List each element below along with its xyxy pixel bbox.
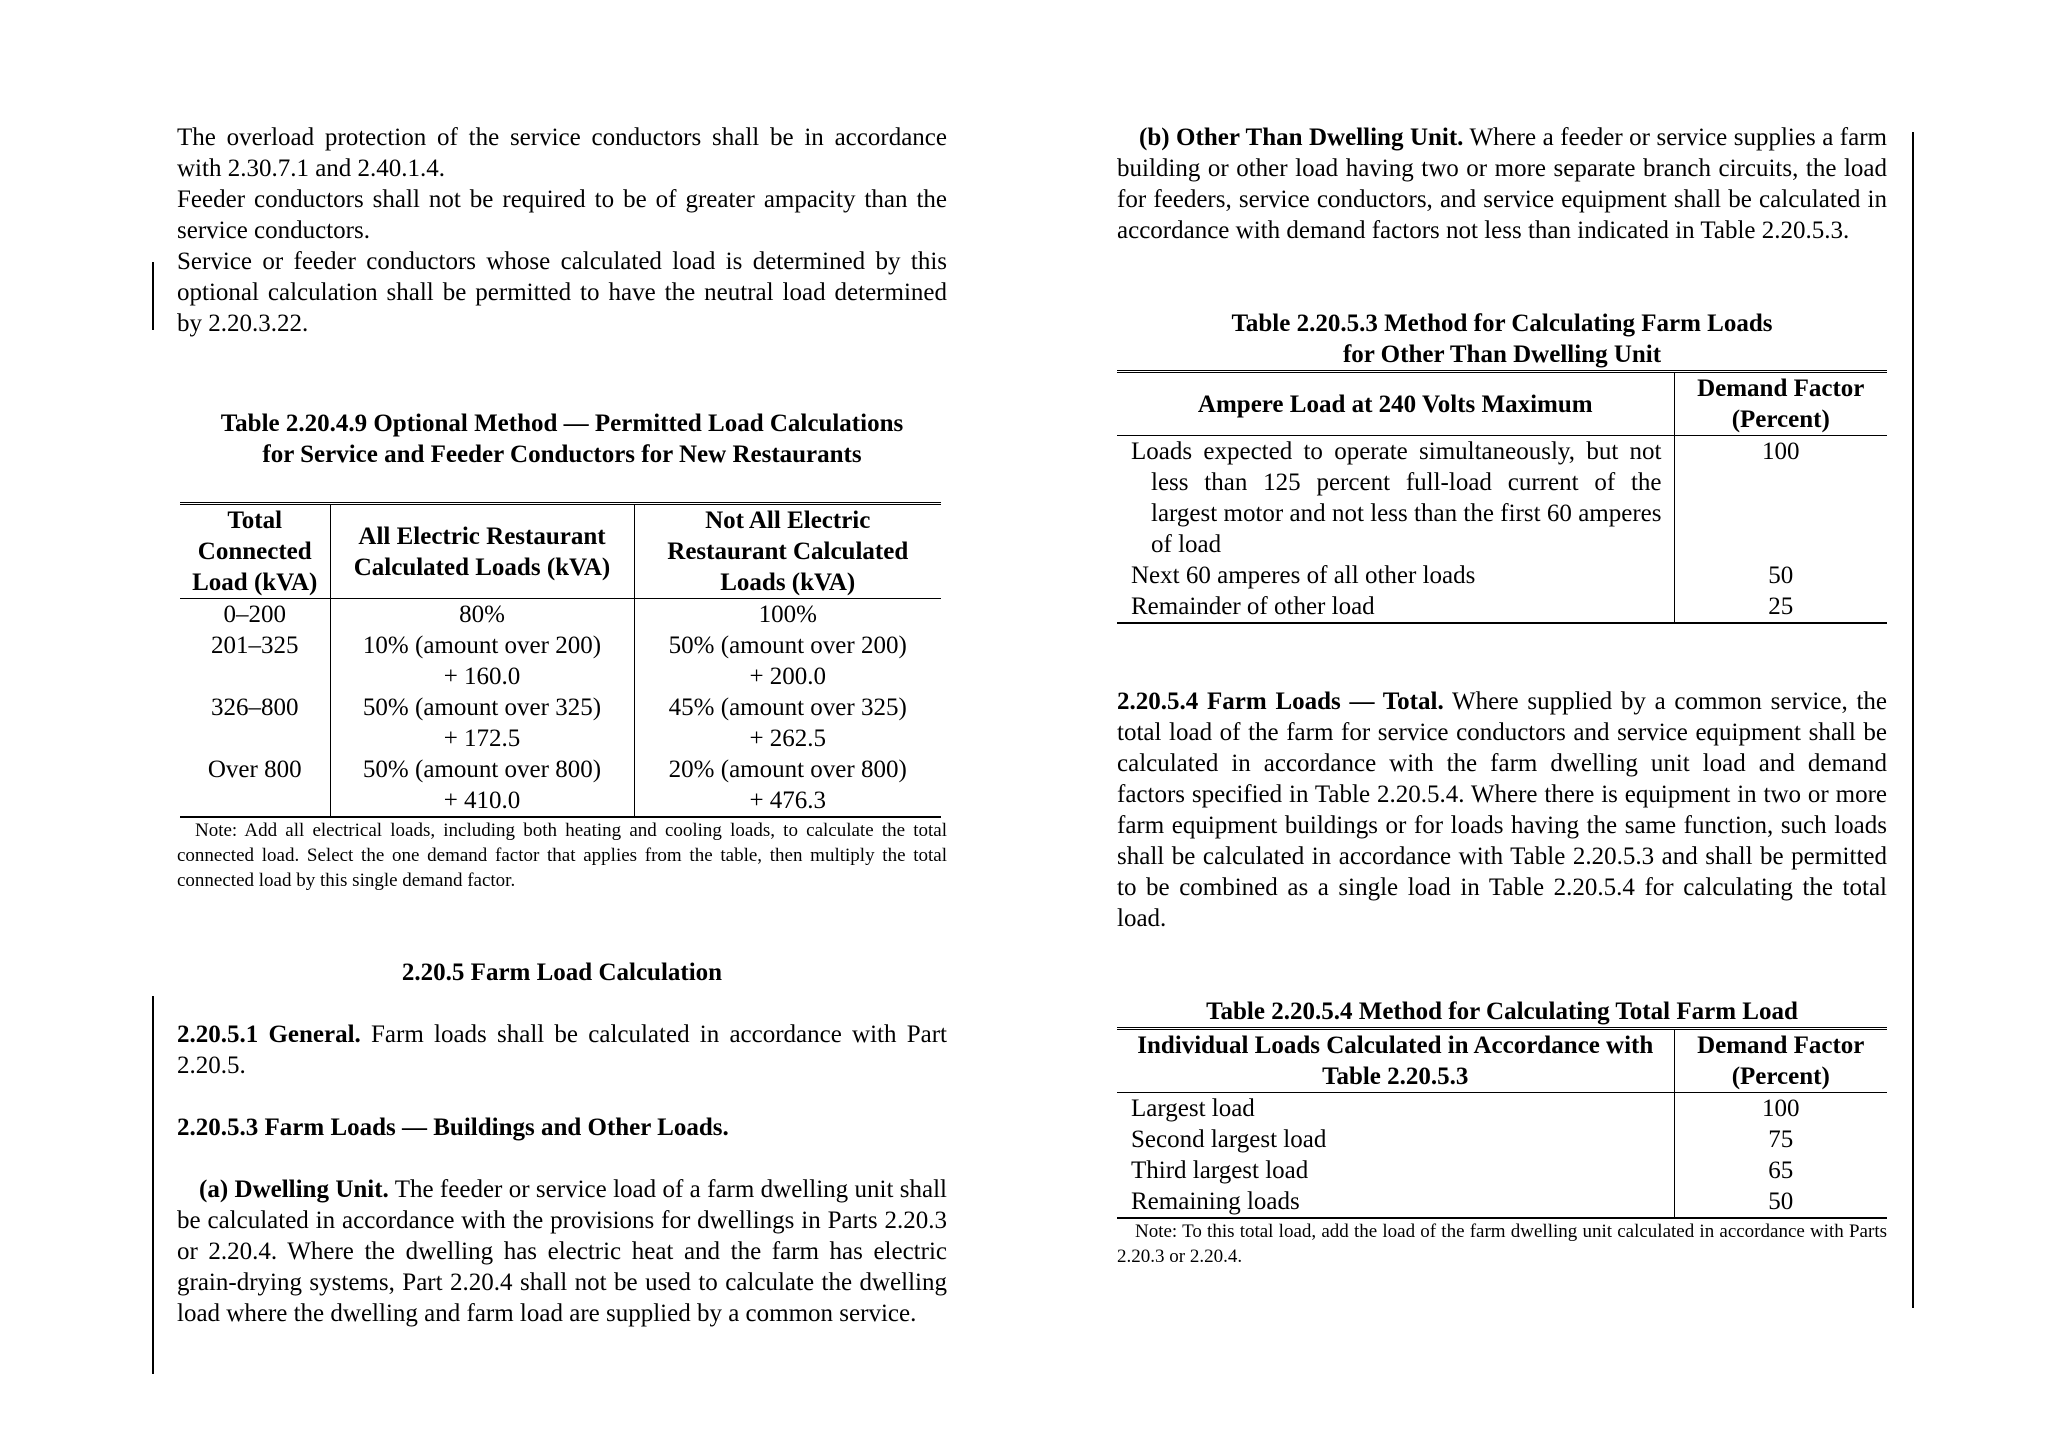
table-note: Note: Add all electrical loads, including both heating and cooling loads, to calculate the total connected load. Select the one demand factor that applies from the table, then multiply the total connected load by this single demand factor. — [177, 820, 947, 891]
header-not-all-electric: Not All Electric Restaurant Calculated Loads (kVA) — [667, 507, 909, 596]
left-column — [177, 122, 947, 1329]
paragraph-farm-loads-total: 2.20.5.4 Farm Loads — Total. Where supplied by a common service, the total load of the farm for service conductors and service equipment shall be calculated in accordance with the farm dwelling unit load and demand factors specified in Table 2.20.5.4. Where there is equipment in two or more farm equipment buildings or for loads having the same function, such loads shall be calculated in accordance with Table 2.20.5.3 and shall be permitted to be combined as a single load in Table 2.20.5.4 for calculating the total load. — [1117, 688, 1887, 932]
table-row: Second largest load 75 — [1117, 1124, 1887, 1155]
change-bar — [152, 262, 154, 330]
right-column — [1117, 122, 1887, 1269]
restaurant-load-table — [180, 502, 941, 818]
paragraph-general: 2.20.5.1 General. Farm loads shall be calculated in accordance with Part 2.20.5. — [177, 1021, 947, 1079]
table-row: Loads expected to operate simultaneously, but not less than 125 percent full-load current of the largest motor and not less than the first 60 amperes of load 100 — [1117, 436, 1887, 561]
header-demand-factor: Demand Factor (Percent) — [1697, 1032, 1865, 1090]
table-row: Third largest load 65 — [1117, 1155, 1887, 1186]
table-caption: Table 2.20.5.4 Method for Calculating Total Farm Load — [1206, 998, 1798, 1025]
total-farm-load-table — [1117, 1027, 1887, 1219]
header-total-connected-load: Total Connected Load (kVA) — [180, 504, 330, 599]
header-demand-factor: Demand Factor (Percent) — [1697, 375, 1865, 433]
table-row: Remaining loads 50 — [1117, 1186, 1887, 1218]
table-row: Remainder of other load 25 — [1117, 591, 1887, 623]
table-caption: Table 2.20.4.9 Optional Method — Permitted Load Calculations for Service and Feeder Conductors for New Restaurants — [220, 410, 904, 468]
header-ampere-load: Ampere Load at 240 Volts Maximum — [1117, 372, 1674, 436]
table-row: Next 60 amperes of all other loads 50 — [1117, 560, 1887, 591]
table-row: 0–200 80% 100% — [180, 599, 941, 631]
paragraph-overload: The overload protection of the service conductors shall be in accordance with 2.30.7.1 and 2.40.1.4. — [177, 124, 947, 182]
change-bar — [152, 996, 154, 1374]
paragraph-feeder: Feeder conductors shall not be required to be of greater ampacity than the service conductors. — [177, 186, 947, 244]
table-row: 201–325 10% (amount over 200) + 160.0 50% (amount over 200) + 200.0 — [180, 630, 941, 692]
table-note: Note: To this total load, add the load of the farm dwelling unit calculated in accordance with Parts 2.20.3 or 2.20.4. — [1117, 1221, 1887, 1267]
paragraph-other-than-dwelling: (b) Other Than Dwelling Unit. Where a feeder or service supplies a farm building or other load having two or more separate branch circuits, the load for feeders, service conductors, and service equipment shall be calculated in accordance with demand factors not less than indicated in Table 2.20.5.3. — [1117, 124, 1887, 244]
table-row: Largest load 100 — [1117, 1093, 1887, 1125]
farm-loads-table — [1117, 370, 1887, 624]
table-row: 326–800 50% (amount over 325) + 172.5 45% (amount over 325) + 262.5 — [180, 692, 941, 754]
table-caption: Table 2.20.5.3 Method for Calculating Farm Loads for Other Than Dwelling Unit — [1231, 310, 1773, 368]
section-heading: 2.20.5 Farm Load Calculation — [401, 959, 723, 986]
paragraph-dwelling-unit: (a) Dwelling Unit. The feeder or service load of a farm dwelling unit shall be calculated in accordance with the provisions for dwellings in Parts 2.20.3 or 2.20.4. Where the dwelling has electric heat and the farm has electric grain-drying systems, Part 2.20.4 shall not be used to calculate the dwelling load where the dwelling and farm load are supplied by a common service. — [177, 1176, 947, 1327]
header-individual-loads: Individual Loads Calculated in Accordance with Table 2.20.5.3 — [1117, 1029, 1674, 1093]
header-all-electric: All Electric Restaurant Calculated Loads (kVA) — [330, 504, 634, 599]
subsection-heading: 2.20.5.3 Farm Loads — Buildings and Other Loads. — [177, 1114, 729, 1141]
change-bar — [1912, 132, 1914, 1308]
paragraph-neutral: Service or feeder conductors whose calculated load is determined by this optional calculation shall be permitted to have the neutral load determined by 2.20.3.22. — [177, 248, 947, 337]
table-row: Over 800 50% (amount over 800) + 410.0 20% (amount over 800) + 476.3 — [180, 754, 941, 817]
